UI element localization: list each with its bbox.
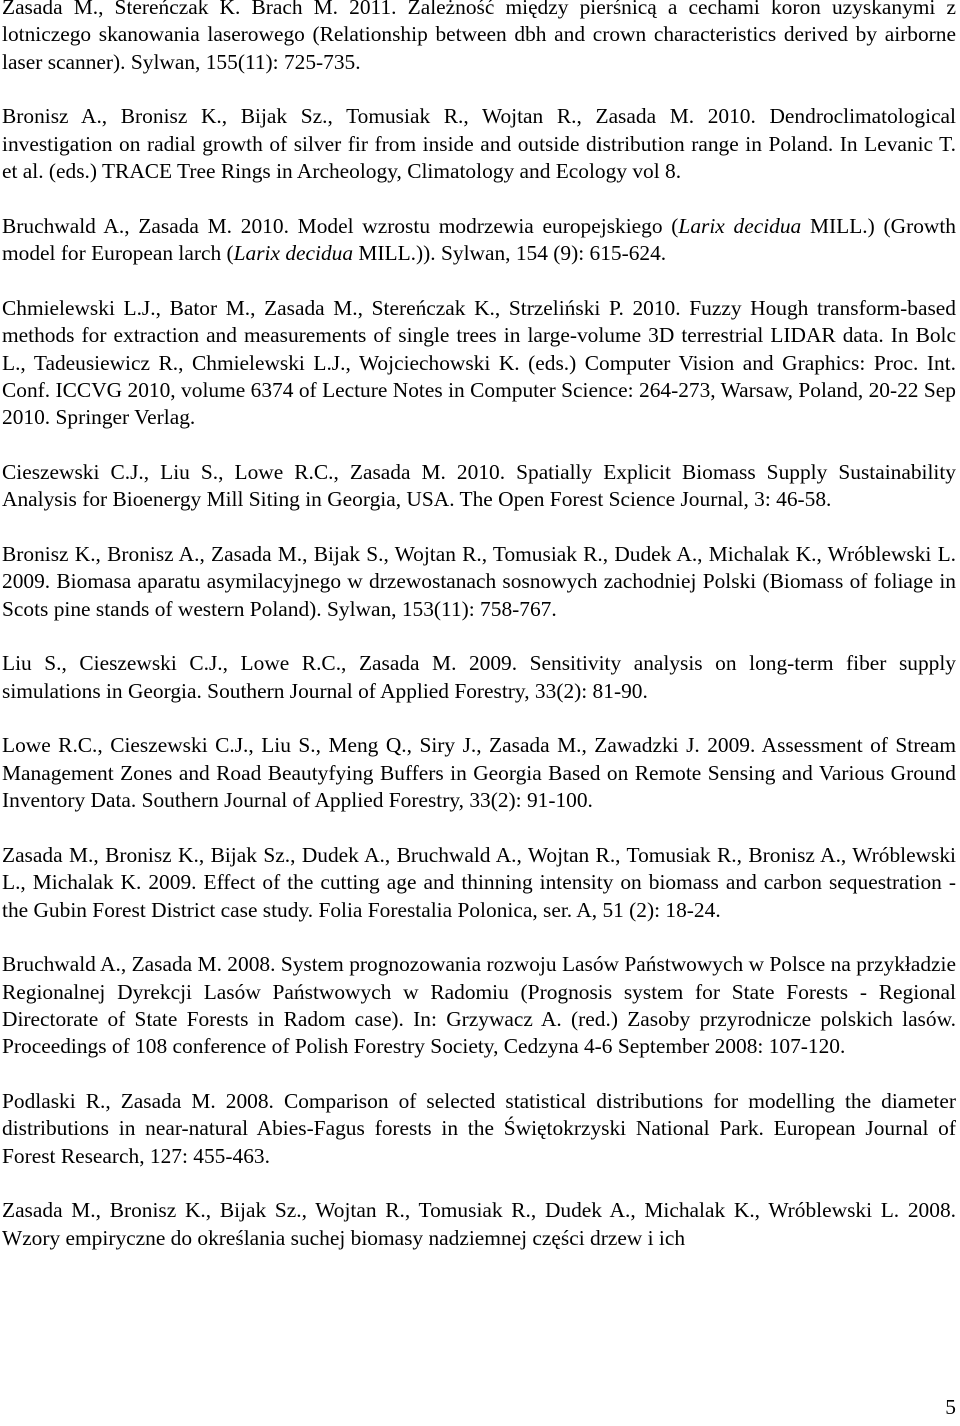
species-name: Larix decidua: [233, 241, 354, 266]
reference-entry: Bronisz A., Bronisz K., Bijak Sz., Tomusiak R., Wojtan R., Zasada M. 2010. Dendroclimatological investigation on radial growth of silver fir from inside and outside distribution range in Poland. In Levanic T. et al. (eds.) TRACE Tree Rings in Archeology, Climatology and Ecology vol 8.: [2, 104, 956, 184]
reference-list: [2, 0, 956, 1279]
page-number: 5: [945, 1395, 956, 1419]
reference-entry: Lowe R.C., Cieszewski C.J., Liu S., Meng Q., Siry J., Zasada M., Zawadzki J. 2009. Assessment of Stream Management Zones and Road Beautyfying Buffers in Georgia Based on Remote Sensing and Various Ground Inventory Data. Southern Journal of Applied Forestry, 33(2): 91-100.: [2, 733, 956, 813]
reference-entry: Bruchwald A., Zasada M. 2010. Model wzrostu modrzewia europejskiego (Larix decidua MILL.) (Growth model for European larch (Larix decidua MILL.)). Sylwan, 154 (9): 615-624.: [2, 213, 956, 266]
reference-entry: Liu S., Cieszewski C.J., Lowe R.C., Zasada M. 2009. Sensitivity analysis on long-term fiber supply simulations in Georgia. Southern Journal of Applied Forestry, 33(2): 81-90.: [2, 651, 956, 703]
species-name: Larix decidua: [678, 213, 802, 238]
reference-entry: Zasada M., Stereńczak K. Brach M. 2011. Zależność między pierśnicą a cechami koron uzyskanymi z lotniczego skanowania laserowego (Relationship between dbh and crown characteristics derived by airborne laser scanner). Sylwan, 155(11): 725-735.: [2, 0, 956, 74]
reference-entry: Bronisz K., Bronisz A., Zasada M., Bijak S., Wojtan R., Tomusiak R., Dudek A., Michalak K., Wróblewski L. 2009. Biomasa aparatu asymilacyjnego w drzewostanach sosnowych zachodniej Polski (Biomass of foliage in Scots pine stands of western Poland). Sylwan, 153(11): 758-767.: [2, 542, 956, 621]
reference-entry: Podlaski R., Zasada M. 2008. Comparison of selected statistical distributions for modelling the diameter distributions in near-natural Abies-Fagus forests in the Świętokrzyski National Park. European Journal of Forest Research, 127: 455-463.: [2, 1089, 956, 1168]
reference-entry: Cieszewski C.J., Liu S., Lowe R.C., Zasada M. 2010. Spatially Explicit Biomass Supply Sustainability Analysis for Bioenergy Mill Siting in Georgia, USA. The Open Forest Science Journal, 3: 46-58.: [2, 460, 956, 512]
reference-entry: Zasada M., Bronisz K., Bijak Sz., Wojtan R., Tomusiak R., Dudek A., Michalak K., Wróblewski L. 2008. Wzory empiryczne do określania suchej biomasy nadziemnej części drzew i ich: [2, 1198, 956, 1250]
reference-entry: Chmielewski L.J., Bator M., Zasada M., Stereńczak K., Strzeliński P. 2010. Fuzzy Hough transform-based methods for extraction and measurements of single trees in large-volume 3D terrestrial LIDAR data. In Bolc L., Tadeusiewicz R., Chmielewski L.J., Wojciechowski K. (eds.) Computer Vision and Graphics: Proc. Int. Conf. ICCVG 2010, volume 6374 of Lecture Notes in Computer Science: 264-273, Warsaw, Poland, 20-22 Sep 2010. Springer Verlag.: [2, 295, 956, 430]
reference-entry: Zasada M., Bronisz K., Bijak Sz., Dudek A., Bruchwald A., Wojtan R., Tomusiak R., Bronisz A., Wróblewski L., Michalak K. 2009. Effect of the cutting age and thinning intensity on biomass and carbon sequestration - the Gubin Forest District case study. Folia Forestalia Polonica, ser. A, 51 (2): 18-24.: [2, 842, 956, 922]
reference-entry: Bruchwald A., Zasada M. 2008. System prognozowania rozwoju Lasów Państwowych w Polsce na przykładzie Regionalnej Dyrekcji Lasów Państwowych w Radomiu (Prognosis system for State Forests - Regional Directorate of State Forests in Radom case). In: Grzywacz A. (red.) Zasoby przyrodnicze polskich lasów. Proceedings of 108 conference of Polish Forestry Society, Cedzyna 4-6 September 2008: 107-120.: [2, 952, 956, 1059]
